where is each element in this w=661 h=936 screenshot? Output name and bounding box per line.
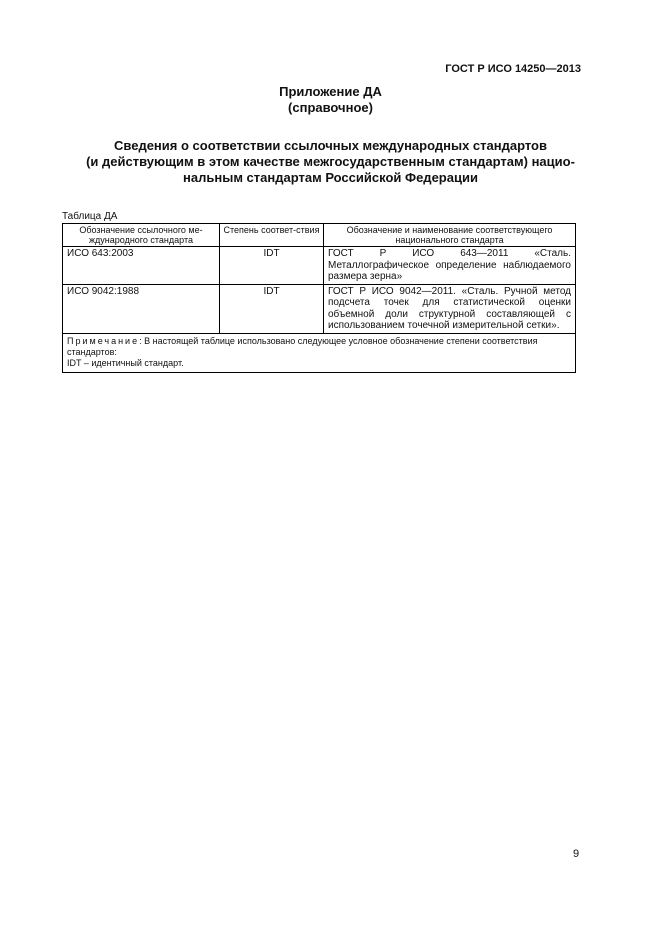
cell-intl-standard: ИСО 643:2003 xyxy=(63,247,220,285)
cell-degree: IDT xyxy=(220,247,324,285)
appendix-subtitle: (справочное) xyxy=(288,100,373,115)
note-label: Примечание xyxy=(67,335,140,346)
cell-intl-standard: ИСО 9042:1988 xyxy=(63,284,220,333)
document-code: ГОСТ Р ИСО 14250—2013 xyxy=(445,63,581,75)
section-title-line1: Сведения о соответствии ссылочных международных стандартов xyxy=(114,138,547,153)
table-header-row xyxy=(63,224,576,247)
section-title-line2: (и действующим в этом качестве межгосударственным стандартам) нацио- xyxy=(86,154,575,169)
cell-national-standard: ГОСТ Р ИСО 643—2011 «Сталь. Металлографическое определение наблюдаемого размера зерна» xyxy=(324,247,576,285)
appendix-heading xyxy=(0,84,661,116)
header-national-standard: Обозначение и наименование соответствующего национального стандарта xyxy=(324,224,576,247)
appendix-title: Приложение ДА xyxy=(279,84,382,99)
section-title-line3: нальным стандартам Российской Федерации xyxy=(183,170,478,185)
table-note-row xyxy=(63,333,576,372)
header-degree: Степень соответ-ствия xyxy=(220,224,324,247)
note-line2: IDT – идентичный стандарт. xyxy=(67,357,184,368)
cell-degree: IDT xyxy=(220,284,324,333)
correspondence-table xyxy=(62,223,576,373)
section-title xyxy=(52,138,609,186)
table-row xyxy=(63,284,576,333)
table-note xyxy=(63,333,576,372)
note-text: : В настоящей таблице использовано следующее условное обозначение степени соответствия стандартов: xyxy=(67,335,538,357)
header-intl-standard: Обозначение ссылочного ме-ждународного стандарта xyxy=(63,224,220,247)
table-row xyxy=(63,247,576,285)
cell-national-standard: ГОСТ Р ИСО 9042—2011. «Сталь. Ручной метод подсчета точек для статистической оценки объемной доли структурной составляющей с использованием точечной измерительной сетки». xyxy=(324,284,576,333)
page-number: 9 xyxy=(573,848,580,860)
table-caption: Таблица ДА xyxy=(62,211,118,222)
